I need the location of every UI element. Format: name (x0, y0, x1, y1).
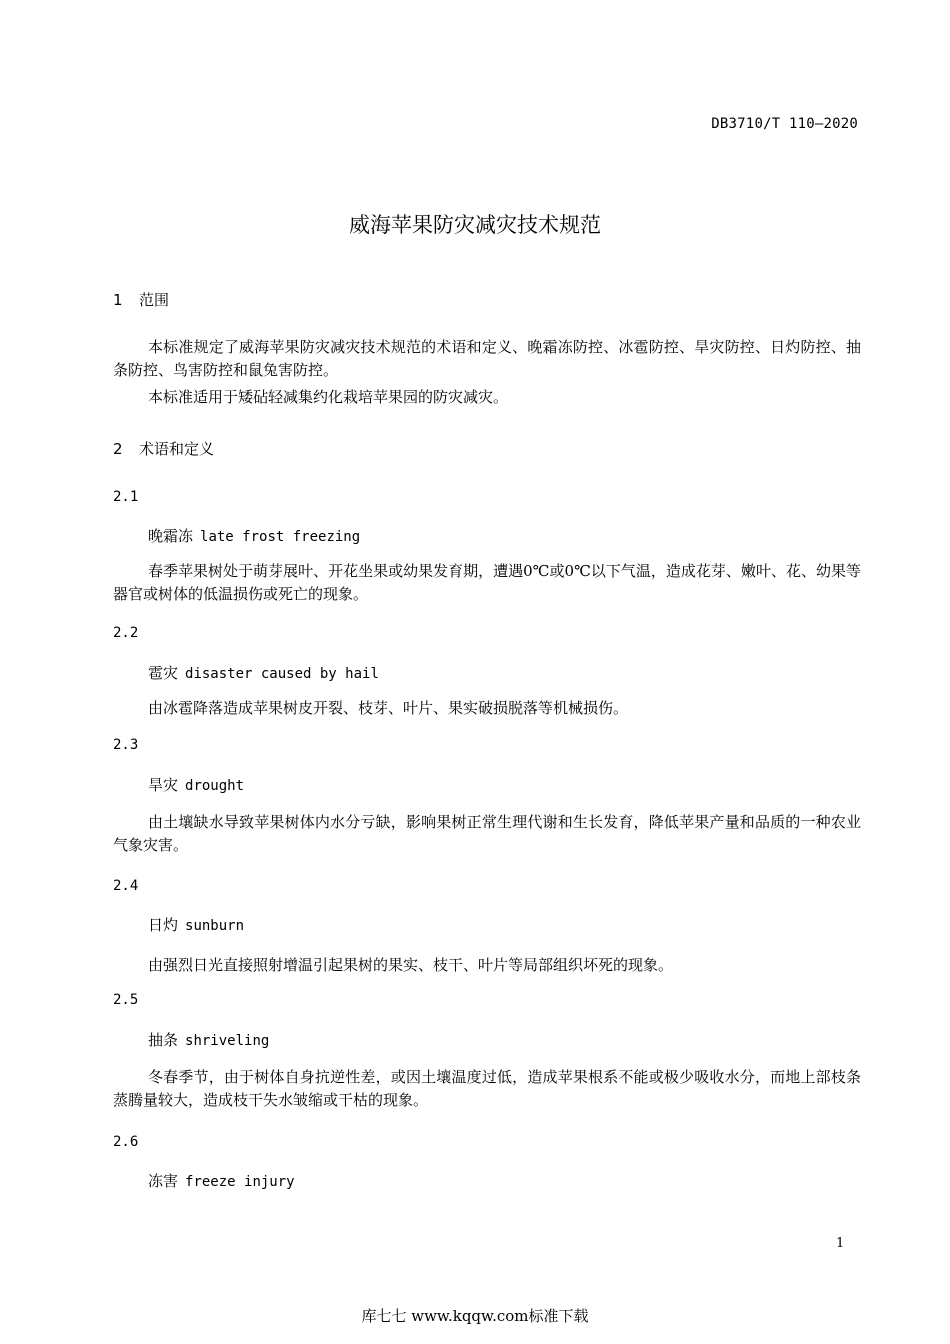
term-english: late frost freezing (200, 529, 361, 545)
term-chinese: 晚霜冻 (148, 527, 194, 545)
term-definition: 冬春季节，由于树体自身抗逆性差，或因土壤温度过低，造成苹果根系不能或极少吸收水分，而地上部枝条蒸腾量较大，造成枝干失水皱缩或干枯的现象。 (113, 1068, 861, 1109)
term-chinese: 日灼 (148, 916, 179, 934)
term-chinese: 雹灾 (148, 664, 179, 682)
term-definition: 春季苹果树处于萌芽展叶、开花坐果或幼果发育期，遭遇0℃或0℃以下气温，造成花芽、嫩叶、花、幼果等器官或树体的低温损伤或死亡的现象。 (113, 562, 861, 603)
term-chinese: 旱灾 (148, 776, 179, 794)
term-heading (148, 914, 244, 935)
term-english: drought (185, 778, 245, 794)
scope-paragraph-1: 本标准规定了威海苹果防灾减灾技术规范的术语和定义、晚霜冻防控、冰雹防控、旱灾防控、日灼防控、抽条防控、鸟害防控和鼠兔害防控。 (113, 338, 861, 379)
term-heading (148, 662, 379, 683)
scope-paragraph-2: 本标准适用于矮砧轻减集约化栽培苹果园的防灾减灾。 (148, 388, 509, 406)
term-chinese: 抽条 (148, 1031, 179, 1049)
term-english: disaster caused by hail (185, 666, 379, 682)
section-number: 1 (113, 291, 123, 309)
term-english: sunburn (185, 918, 245, 934)
document-code: DB3710/T 110—2020 (711, 116, 858, 132)
footer-watermark: 库七七 www.kqqw.com标准下载 (361, 1307, 589, 1325)
term-heading (148, 774, 244, 795)
term-heading (148, 1029, 269, 1050)
clause-number: 2.5 (113, 992, 139, 1008)
clause-number: 2.1 (113, 489, 139, 505)
section-title: 术语和定义 (139, 440, 215, 458)
term-chinese: 冻害 (148, 1172, 179, 1190)
term-english: freeze injury (185, 1174, 295, 1190)
document-title: 威海苹果防灾减灾技术规范 (349, 213, 601, 237)
term-definition: 由土壤缺水导致苹果树体内水分亏缺，影响果树正常生理代谢和生长发育，降低苹果产量和品质的一种农业气象灾害。 (113, 813, 861, 854)
clause-number: 2.6 (113, 1134, 139, 1150)
section-heading-terms (113, 438, 214, 459)
clause-number: 2.3 (113, 737, 139, 753)
term-heading (148, 525, 360, 546)
clause-number: 2.2 (113, 625, 139, 641)
section-number: 2 (113, 440, 123, 458)
section-heading-scope (113, 289, 169, 310)
term-english: shriveling (185, 1033, 270, 1049)
term-heading (148, 1170, 295, 1191)
clause-number: 2.4 (113, 878, 139, 894)
term-definition: 由强烈日光直接照射增温引起果树的果实、枝干、叶片等局部组织坏死的现象。 (148, 956, 674, 974)
page-number: 1 (836, 1236, 845, 1251)
term-definition: 由冰雹降落造成苹果树皮开裂、枝芽、叶片、果实破损脱落等机械损伤。 (148, 699, 629, 717)
section-title: 范围 (139, 291, 170, 309)
